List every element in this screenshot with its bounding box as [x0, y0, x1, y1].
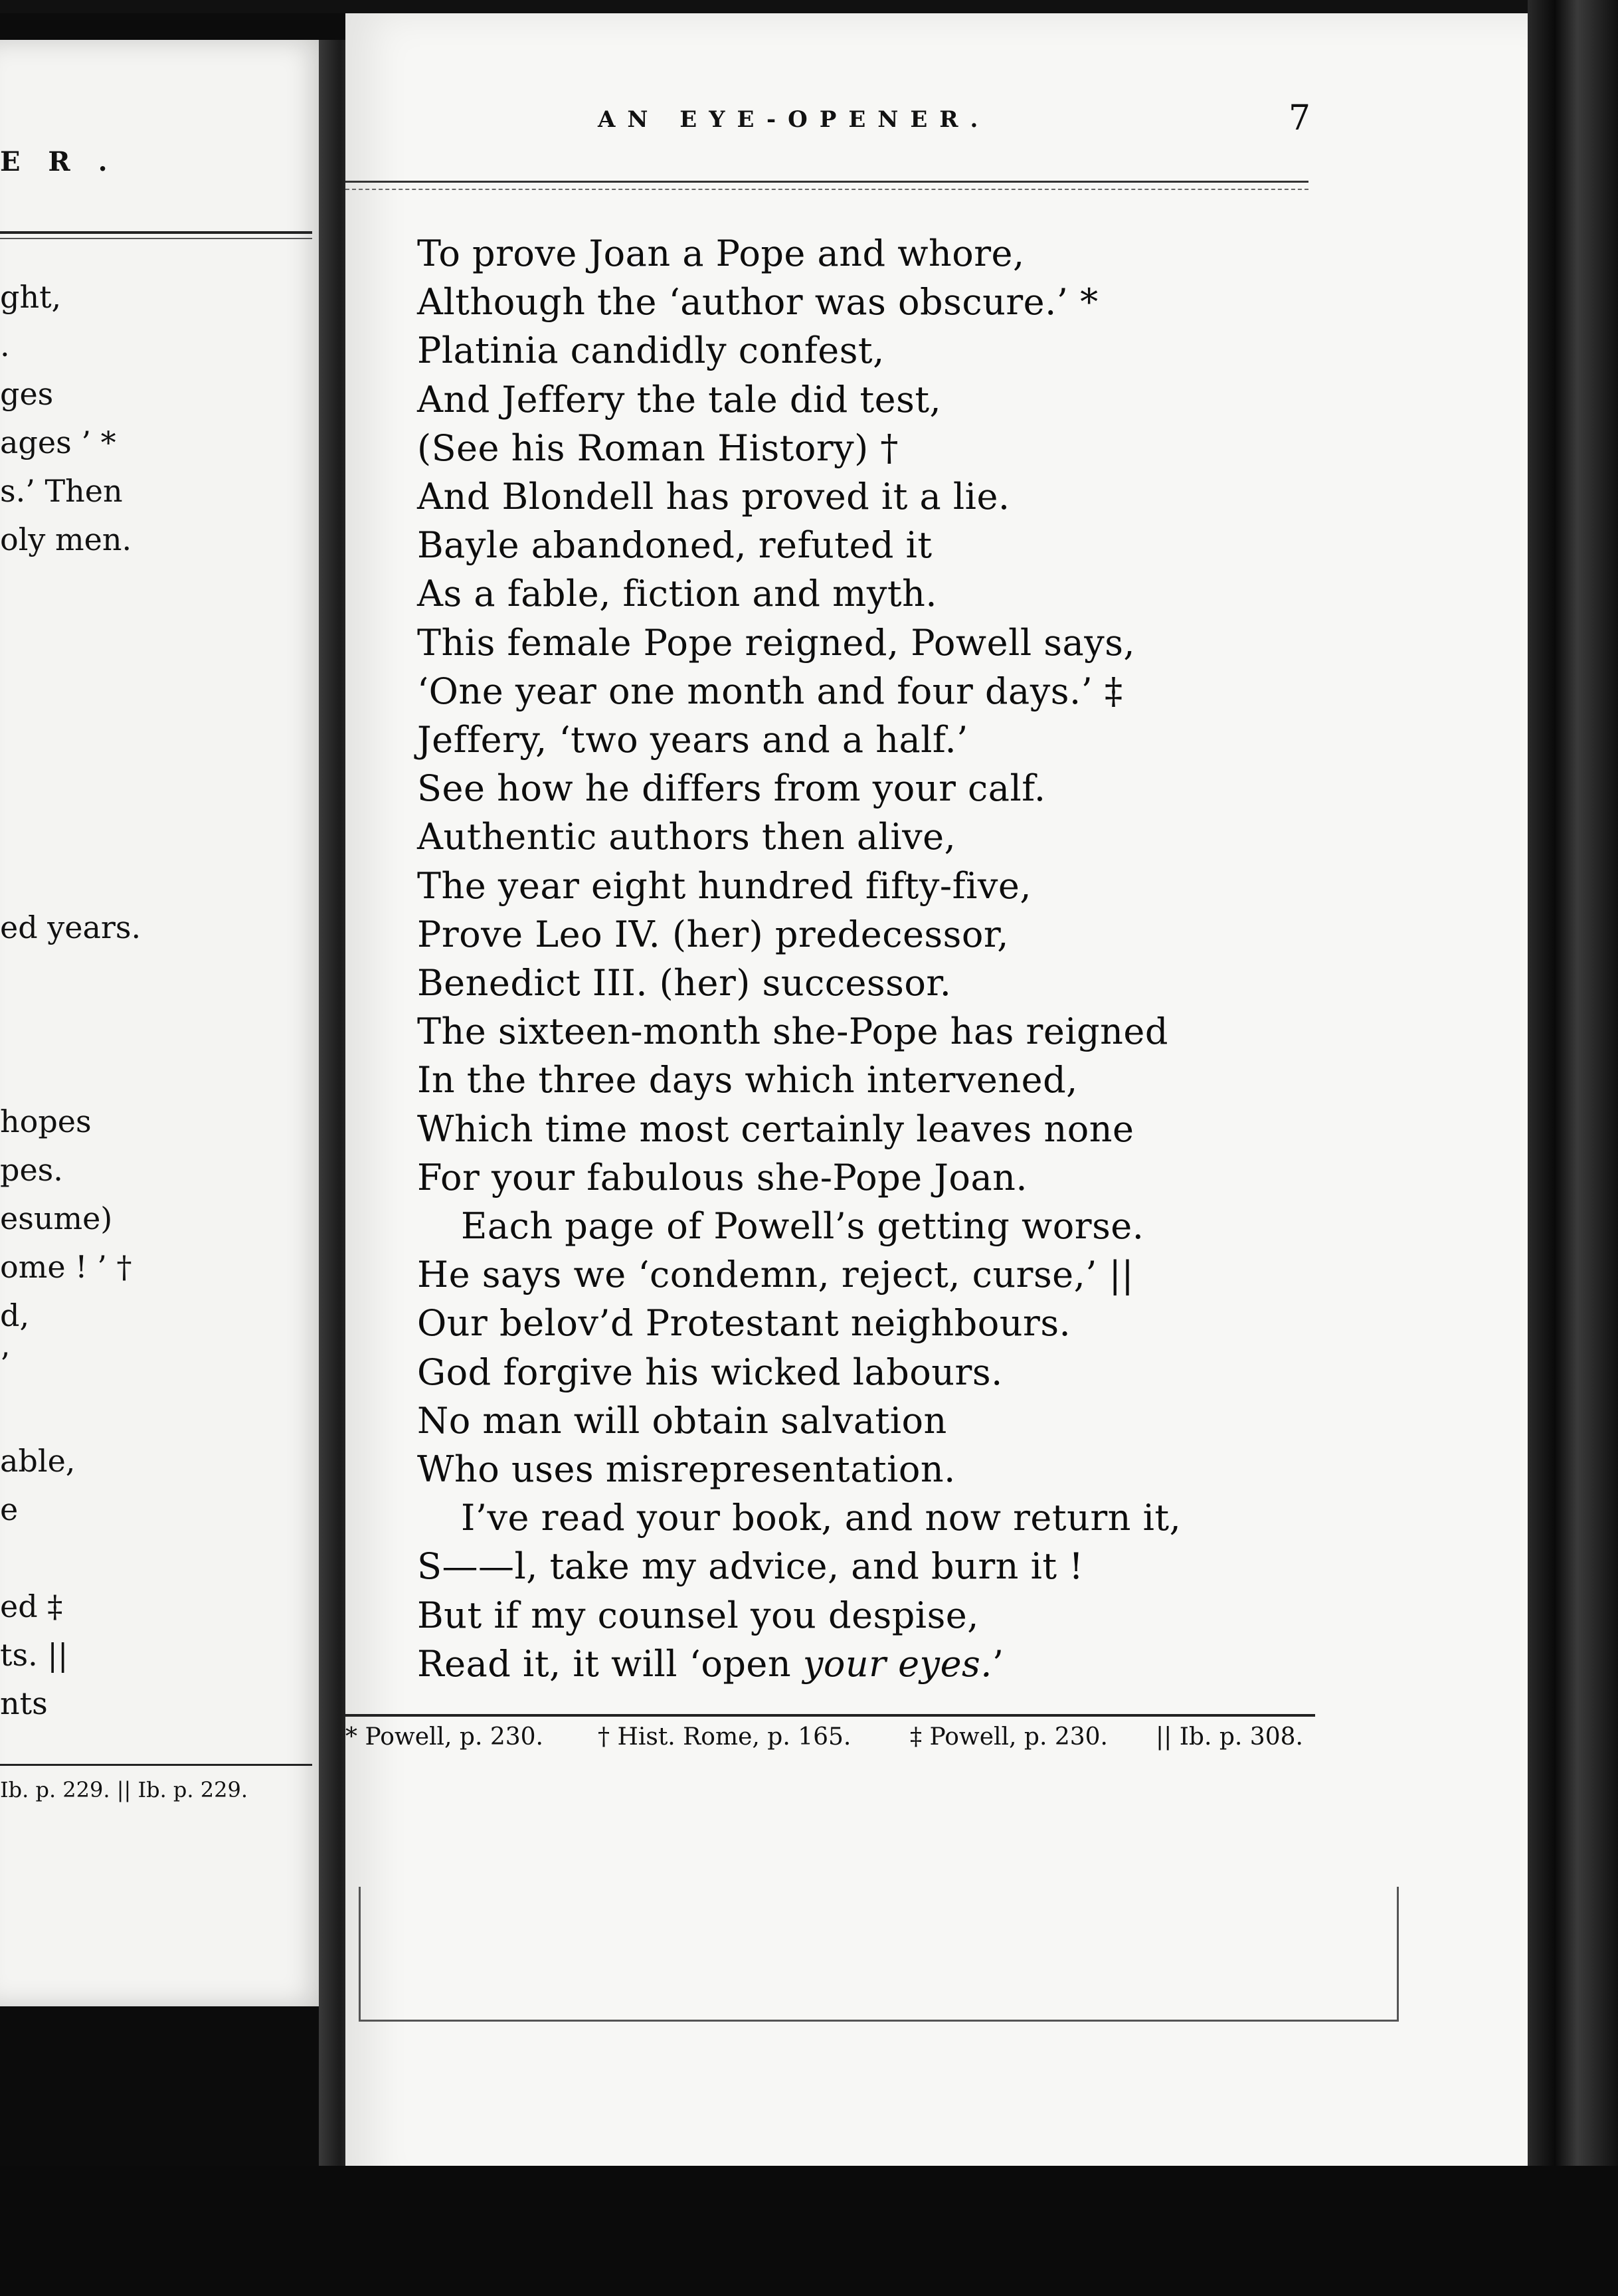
left-text-line: oly men. [0, 522, 132, 557]
page-frame-lower [359, 1887, 1399, 2022]
poem-line-text: ‘One year one month and four days.’ ‡ [417, 670, 1123, 712]
poem-line [417, 233, 1025, 274]
poem-line-text: Although the ‘author was obscure.’ * [417, 281, 1099, 324]
left-header-rule [0, 231, 312, 234]
poem-line-text: As a fable, fiction and myth. [417, 573, 938, 615]
poem-line-text: Platinia candidly confest, [417, 330, 885, 372]
poem-line [417, 1400, 947, 1442]
poem-line-text: For your fabulous she-Pope Joan. [417, 1156, 1028, 1198]
left-text-line: nts [0, 1685, 48, 1721]
poem-line-text: But if my counsel you despise, [417, 1594, 979, 1636]
poem-line [417, 1351, 1003, 1393]
poem-line-text: Who uses misrepresentation. [417, 1448, 956, 1490]
left-text-line: d, [0, 1297, 30, 1333]
footnote-4: || Ib. p. 308. [1156, 1723, 1303, 1751]
poem-line-text: Jeffery, ‘two years and a half.’ [417, 719, 968, 761]
poem-line [417, 1545, 1083, 1587]
running-head: AN EYE-OPENER. [598, 106, 990, 133]
poem-line-text: Which time most certainly leaves none [417, 1107, 1134, 1150]
poem-line [417, 1254, 1134, 1295]
poem-line [417, 1157, 1028, 1198]
poem-line [417, 1302, 1071, 1344]
right-page [345, 13, 1541, 2199]
left-text-line: ’ [0, 1346, 10, 1382]
left-footnote-rule [0, 1764, 312, 1766]
left-text-line: pes. [0, 1152, 63, 1188]
poem-line [417, 670, 1123, 712]
left-header-rule-thin [0, 238, 312, 239]
left-text-line: s.’ Then [0, 473, 123, 509]
poem-line [461, 1205, 1144, 1247]
poem-line-text: Each page of Powell’s getting worse. [461, 1205, 1144, 1247]
poem-line [417, 1643, 1004, 1685]
left-text-line: ages ’ * [0, 425, 116, 460]
poem-line-text: The year eight hundred fifty-five, [417, 864, 1032, 907]
poem-line-text: Prove Leo IV. (her) predecessor, [417, 913, 1009, 955]
poem-line [461, 1497, 1181, 1539]
left-text-line: ges [0, 376, 54, 412]
footnote-1: * Powell, p. 230. [345, 1723, 544, 1751]
poem-line-text: Bayle abandoned, refuted it [417, 524, 933, 567]
poem-line [417, 1594, 979, 1636]
poem-line-text: See how he differs from your calf. [417, 767, 1046, 810]
poem-line-text: And Blondell has proved it a lie. [417, 476, 1010, 518]
poem-line-text: The sixteen-month she-Pope has reigned [417, 1010, 1168, 1053]
poem-line-text: S——l, take my advice, and burn it ! [417, 1545, 1084, 1588]
poem-line-text: This female Pope reigned, Powell says, [417, 621, 1136, 664]
header-rule [345, 181, 1308, 183]
left-text-line: esume) [0, 1200, 113, 1236]
left-footnotes: Ib. p. 229. || Ib. p. 229. [0, 1777, 248, 1802]
page-number: 7 [1289, 98, 1311, 138]
poem-line-italic: your eyes. [802, 1642, 992, 1685]
poem-line-text: Read it, it will ‘open [417, 1642, 803, 1685]
left-running-head: E R . [0, 146, 117, 177]
poem-line-text: Benedict III. (her) successor. [417, 962, 952, 1004]
poem-line [417, 1059, 1078, 1101]
poem-line [417, 330, 885, 371]
poem-line [417, 476, 1010, 518]
poem-line [417, 379, 941, 421]
poem-line [417, 1010, 1168, 1052]
poem-line-text: In the three days which intervened, [417, 1059, 1078, 1101]
footnote-2: † Hist. Rome, p. 165. [598, 1723, 852, 1751]
poem-line-text: To prove Joan a Pope and whore, [417, 233, 1025, 274]
footnote-3: ‡ Powell, p. 230. [910, 1723, 1109, 1751]
poem-line [417, 622, 1135, 664]
left-text-line: ed ‡ [0, 1588, 63, 1624]
poem-line [417, 524, 933, 566]
binding-edge-right [1528, 0, 1618, 2296]
left-text-line: . [0, 328, 10, 363]
scan-border-bottom [0, 2166, 1618, 2296]
poem-line-text: God forgive his wicked labours. [417, 1351, 1003, 1393]
poem-line-text: No man will obtain salvation [417, 1399, 947, 1442]
poem-line-text: And Jeffery the tale did test, [417, 378, 942, 421]
poem-line [417, 962, 951, 1004]
poem-line [417, 427, 899, 469]
left-page [0, 40, 332, 2006]
left-text-line: e [0, 1491, 19, 1527]
poem-line-end: ’ [992, 1642, 1004, 1685]
poem-line-text: He says we ‘condemn, reject, curse,’ || [417, 1254, 1134, 1296]
poem-line-text: (See his Roman History) † [417, 427, 899, 469]
poem-line [417, 281, 1099, 323]
left-text-line: ts. || [0, 1637, 68, 1673]
left-text-line: hopes [0, 1103, 92, 1139]
left-text-line: ome ! ’ † [0, 1249, 132, 1285]
poem-line [417, 1108, 1134, 1150]
poem-line-text: Authentic authors then alive, [417, 816, 956, 858]
left-text-line: able, [0, 1443, 76, 1479]
left-text-line: ed years. [0, 909, 141, 945]
poem-line [417, 913, 1009, 955]
poem-line [417, 1448, 956, 1490]
poem-line-text: I’ve read your book, and now return it, [461, 1497, 1182, 1539]
poem-line-text: Our belov’d Protestant neighbours. [417, 1302, 1071, 1345]
header-rule-dashed [345, 189, 1308, 190]
footnote-rule [345, 1714, 1315, 1717]
poem-line [417, 573, 937, 615]
poem-line [417, 816, 956, 858]
left-text-line: ght, [0, 279, 62, 315]
scan-border-top [0, 0, 1618, 13]
poem-line [417, 865, 1032, 907]
poem-line [417, 719, 968, 761]
poem-line [417, 767, 1046, 809]
